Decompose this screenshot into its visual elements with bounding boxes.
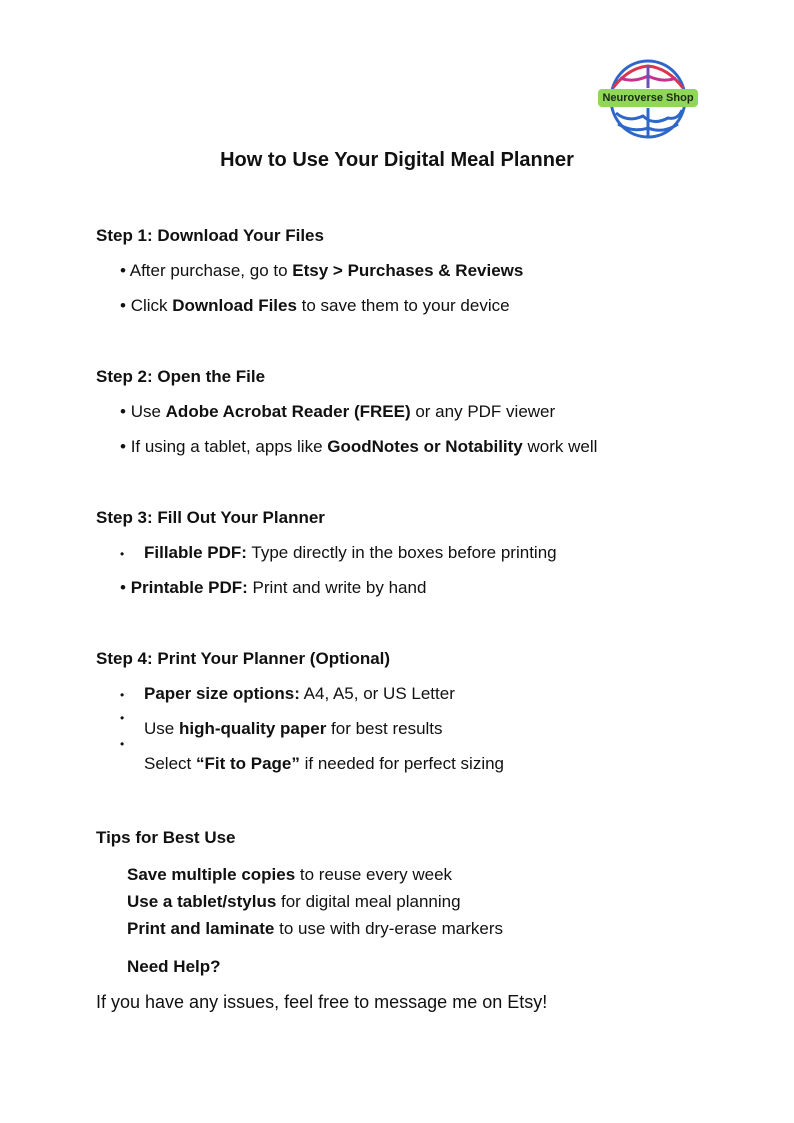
bold-text: “Fit to Page” — [195, 754, 300, 773]
step2-heading: Step 2: Open the File — [96, 367, 266, 386]
text: to save them to your device — [296, 296, 510, 315]
bullet-dot: • — [120, 578, 126, 597]
bold-text: high-quality paper — [178, 719, 327, 738]
step2-bullet1 — [120, 402, 555, 422]
text: to reuse every week — [295, 865, 453, 884]
text: If using a tablet, apps like — [130, 437, 328, 456]
text: Print and write by hand — [247, 578, 427, 597]
text: if needed for perfect sizing — [299, 754, 505, 773]
text: Click — [130, 296, 173, 315]
step2-bullet2 — [120, 437, 597, 457]
step3-heading: Step 3: Fill Out Your Planner — [96, 508, 325, 527]
step4-bullet1 — [144, 684, 455, 704]
bullet-dot: • — [120, 261, 126, 280]
text: Use — [144, 719, 179, 738]
page-title: How to Use Your Digital Meal Planner — [220, 149, 574, 171]
bold-text: Adobe Acrobat Reader (FREE) — [165, 402, 411, 421]
text: Select — [144, 754, 196, 773]
help-text: If you have any issues, feel free to message me on Etsy! — [96, 992, 548, 1012]
text: for best results — [326, 719, 443, 738]
step4-heading: Step 4: Print Your Planner (Optional) — [96, 649, 391, 668]
text: Type directly in the boxes before printing — [246, 543, 557, 562]
text: A4, A5, or US Letter — [299, 684, 455, 703]
tip1 — [127, 865, 452, 885]
text: to use with dry-erase markers — [274, 919, 504, 938]
step1-bullet1 — [120, 261, 523, 281]
step3-bullet2 — [120, 578, 426, 598]
logo-text: Neuroverse Shop — [598, 89, 698, 107]
step1-heading: Step 1: Download Your Files — [96, 226, 324, 245]
bullet-dot: • — [120, 547, 125, 561]
step1-bullet2 — [120, 296, 510, 316]
bold-text: Paper size options: — [144, 684, 300, 703]
text: work well — [522, 437, 598, 456]
shop-logo — [598, 58, 698, 140]
bullet-dot: • — [120, 688, 125, 702]
bold-text: Download Files — [172, 296, 297, 315]
step4-bullet3 — [144, 754, 504, 774]
tip3 — [127, 919, 503, 939]
bold-text: GoodNotes or Notability — [327, 437, 523, 456]
bullet-dot: • — [120, 402, 126, 421]
text: for digital meal planning — [276, 892, 461, 911]
tips-heading: Tips for Best Use — [96, 828, 236, 847]
bold-text: Use a tablet/stylus — [127, 892, 277, 911]
bullet-dot: • — [120, 711, 125, 725]
bullet-dot: • — [120, 737, 125, 751]
bold-text: Save multiple copies — [127, 865, 296, 884]
bold-text: Printable PDF: — [130, 578, 248, 597]
text: or any PDF viewer — [410, 402, 556, 421]
bold-text: Fillable PDF: — [144, 543, 247, 562]
text: Use — [130, 402, 166, 421]
bullet-dot: • — [120, 296, 126, 315]
bold-text: Print and laminate — [127, 919, 275, 938]
text: After purchase, go to — [129, 261, 293, 280]
help-heading: Need Help? — [127, 957, 221, 976]
bullet-dot: • — [120, 437, 126, 456]
step4-bullet2 — [144, 719, 443, 739]
bold-text: Etsy > Purchases & Reviews — [292, 261, 524, 280]
step3-bullet1 — [144, 543, 557, 563]
tip2 — [127, 892, 461, 912]
